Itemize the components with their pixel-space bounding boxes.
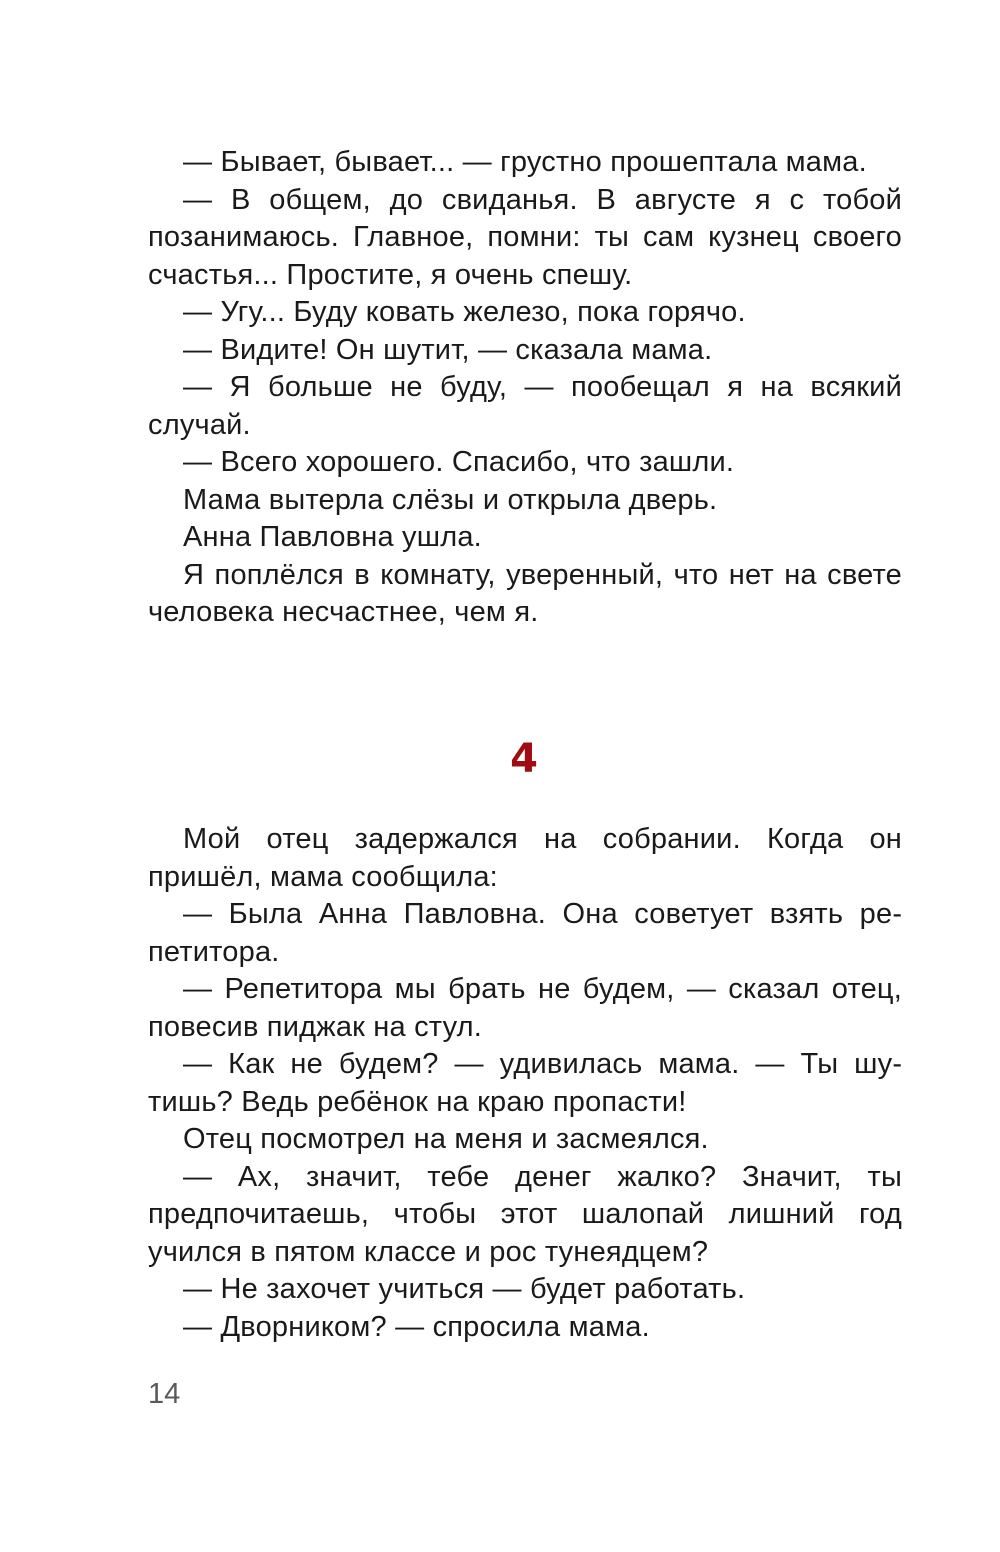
text-section-2 [148, 821, 902, 1346]
paragraph: — Была Анна Павловна. Она советует взять репетитора. [148, 898, 902, 968]
paragraph: — Бывает, бывает... — грустно прошептала мама. [183, 146, 867, 178]
paragraph: — Видите! Он шутит, — сказала мама. [183, 333, 713, 366]
paragraph: — Репетитора мы брать не будем, — сказал отец, повесив пиджак на стул. [148, 973, 902, 1043]
paragraph: — Как не будем? — удивилась мама. — Ты шутишь? Ведь ребёнок на краю пропасти! [148, 1048, 902, 1118]
paragraph: Анна Павловна ушла. [183, 521, 482, 553]
paragraph: — Ах, значит, тебе денег жалко? Значит, ты предпочитаешь, чтобы этот шалопай лишний год учился в пятом классе и рос тунеядцем? [148, 1160, 902, 1268]
paragraph: Я поплёлся в комнату, уверенный, что нет на свете человека несчастнее, чем я. [148, 558, 902, 628]
paragraph: — Я больше не буду, — пообещал я на всякий случай. [148, 371, 902, 441]
paragraph: — Дворником? — спросила мама. [183, 1310, 650, 1343]
paragraph: — В общем, до свиданья. В августе я с тобой позанимаюсь. Главное, помни: ты сам кузнец своего счастья... Простите, я очень спешу. [148, 183, 902, 291]
chapter-number: 4 [510, 736, 538, 782]
paragraph: — Не захочет учиться — будет работать. [183, 1273, 746, 1305]
paragraph: Мама вытерла слёзы и открыла дверь. [183, 483, 718, 516]
page-number: 14 [148, 1378, 181, 1410]
paragraph: — Угу... Буду ковать железо, пока горячо. [183, 296, 746, 328]
text-section-1 [148, 144, 902, 632]
paragraph: — Всего хорошего. Спасибо, что зашли. [183, 446, 735, 478]
paragraph: Отец посмотрел на меня и засмеялся. [183, 1123, 709, 1155]
paragraph: Мой отец задержался на собрании. Когда он пришёл, мама сообщила: [148, 823, 902, 893]
